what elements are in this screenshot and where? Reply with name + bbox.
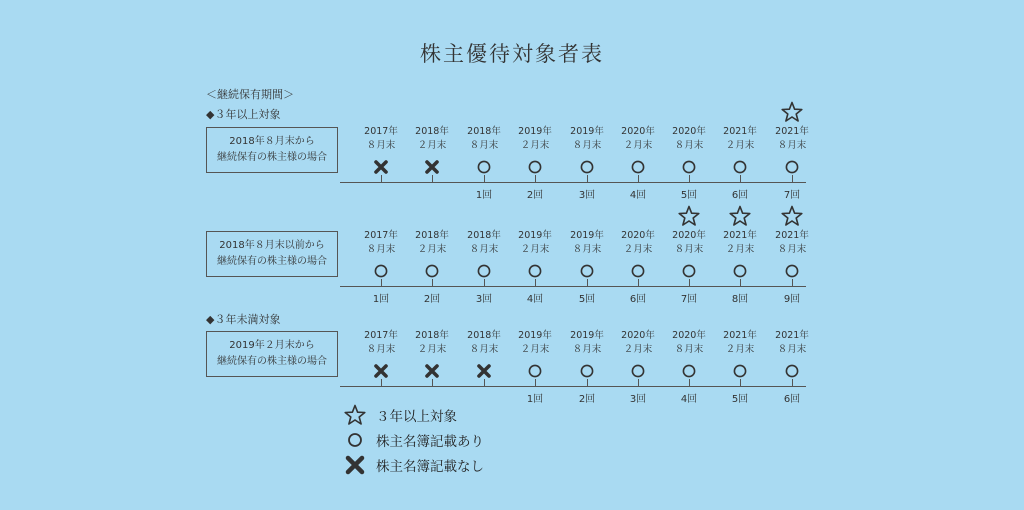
date-month: ８月末 [469, 344, 499, 355]
row-2-condition-box [206, 231, 338, 277]
date-label [356, 125, 406, 153]
count-label: 5回 [680, 190, 698, 201]
period-header: ＜継続保有期間＞ [206, 88, 294, 101]
date-month: ８月末 [572, 244, 602, 255]
date-month: ２月末 [725, 344, 755, 355]
date-label [715, 125, 765, 153]
date-label [664, 329, 714, 357]
date-month: ８月末 [777, 244, 807, 255]
axis-tick [792, 279, 793, 286]
timeline-column [613, 125, 663, 206]
date-month: ８月末 [777, 140, 807, 151]
axis-tick [740, 175, 741, 182]
axis-tick [740, 279, 741, 286]
timeline-column [715, 329, 765, 410]
row-3-condition-line-1: 2019年２月末から [229, 340, 315, 351]
date-label [715, 329, 765, 357]
date-year: 2021年 [775, 230, 809, 241]
date-year: 2021年 [775, 126, 809, 137]
date-month: ２月末 [417, 344, 447, 355]
count-label: 5回 [578, 294, 596, 305]
legend-label-circle: 株主名簿記載あり [376, 434, 484, 450]
star-icon [678, 205, 700, 227]
date-month: ２月末 [725, 140, 755, 151]
circle-icon [784, 159, 800, 175]
date-year: 2020年 [621, 126, 655, 137]
page-title: 株主優待対象者表 [420, 42, 604, 66]
date-label [407, 125, 457, 153]
date-label [510, 229, 560, 257]
circle-icon [784, 263, 800, 279]
circle-icon [630, 363, 646, 379]
date-label [356, 229, 406, 257]
date-label [613, 229, 663, 257]
date-label [664, 229, 714, 257]
timeline-column [562, 329, 612, 410]
star-icon [729, 205, 751, 227]
count-label: 7回 [783, 190, 801, 201]
circle-icon [579, 159, 595, 175]
date-label [407, 229, 457, 257]
circle-icon [681, 263, 697, 279]
count-label: 3回 [629, 394, 647, 405]
date-year: 2018年 [467, 230, 501, 241]
date-label [613, 125, 663, 153]
axis-tick [689, 379, 690, 386]
date-label [510, 329, 560, 357]
count-label: 4回 [526, 294, 544, 305]
date-year: 2020年 [672, 330, 706, 341]
date-year: 2020年 [621, 230, 655, 241]
date-year: 2019年 [518, 330, 552, 341]
date-label [562, 125, 612, 153]
date-label [767, 229, 817, 257]
date-month: ８月末 [674, 140, 704, 151]
count-label: 4回 [680, 394, 698, 405]
date-month: ２月末 [623, 140, 653, 151]
axis-tick [432, 379, 433, 386]
count-label: 3回 [475, 294, 493, 305]
cross-icon [373, 363, 389, 379]
count-label: 2回 [423, 294, 441, 305]
date-year: 2020年 [672, 230, 706, 241]
count-label: 9回 [783, 294, 801, 305]
date-month: ８月末 [572, 140, 602, 151]
axis-tick [484, 175, 485, 182]
date-label [459, 229, 509, 257]
timeline-column [767, 229, 817, 310]
date-year: 2021年 [723, 330, 757, 341]
axis-tick [535, 279, 536, 286]
date-month: ８月末 [366, 140, 396, 151]
timeline-column [407, 125, 457, 206]
date-month: ８月末 [469, 140, 499, 151]
row-1-condition-box [206, 127, 338, 173]
date-year: 2017年 [364, 330, 398, 341]
count-label: 6回 [783, 394, 801, 405]
circle-icon [373, 263, 389, 279]
timeline-column [459, 229, 509, 310]
circle-icon [681, 159, 697, 175]
row-3-condition-box [206, 331, 338, 377]
timeline-column [356, 229, 406, 310]
date-year: 2017年 [364, 126, 398, 137]
date-label [562, 229, 612, 257]
count-label: 2回 [578, 394, 596, 405]
axis-tick [587, 379, 588, 386]
date-month: ８月末 [674, 344, 704, 355]
count-label: 1回 [526, 394, 544, 405]
timeline-column [664, 329, 714, 410]
date-month: ８月末 [366, 344, 396, 355]
legend-label-cross: 株主名簿記載なし [376, 459, 484, 475]
section-label-under-3yr: ◆３年未満対象 [206, 313, 281, 326]
count-label: 7回 [680, 294, 698, 305]
timeline-column [510, 125, 560, 206]
axis-tick [381, 379, 382, 386]
count-label: 8回 [731, 294, 749, 305]
timeline-column [356, 125, 406, 206]
count-label: 5回 [731, 394, 749, 405]
date-month: ２月末 [520, 244, 550, 255]
axis-tick [689, 279, 690, 286]
date-month: ８月末 [469, 244, 499, 255]
axis-tick [535, 379, 536, 386]
circle-icon [784, 363, 800, 379]
timeline-column [510, 329, 560, 410]
circle-icon [732, 263, 748, 279]
star-icon [781, 101, 803, 123]
date-label [459, 329, 509, 357]
row-2-condition-line-2: 継続保有の株主様の場合 [217, 256, 327, 267]
date-label [459, 125, 509, 153]
date-month: ２月末 [520, 344, 550, 355]
date-month: ２月末 [417, 140, 447, 151]
circle-icon [476, 159, 492, 175]
row-1-condition-line-1: 2018年８月末から [229, 136, 315, 147]
circle-icon [424, 263, 440, 279]
timeline-column [407, 229, 457, 310]
cross-icon [424, 159, 440, 175]
date-month: ８月末 [674, 244, 704, 255]
circle-icon [527, 263, 543, 279]
axis-tick [535, 175, 536, 182]
circle-icon [630, 159, 646, 175]
circle-icon [732, 159, 748, 175]
circle-icon [630, 263, 646, 279]
date-label [562, 329, 612, 357]
legend-item-circle [344, 429, 484, 451]
timeline-column [664, 125, 714, 206]
timeline-column [459, 125, 509, 206]
date-month: ８月末 [366, 244, 396, 255]
date-label [613, 329, 663, 357]
date-month: ８月末 [572, 344, 602, 355]
date-year: 2021年 [775, 330, 809, 341]
timeline-column [562, 229, 612, 310]
axis-tick [638, 379, 639, 386]
count-label: 4回 [629, 190, 647, 201]
timeline-column [715, 229, 765, 310]
circle-icon [579, 263, 595, 279]
row-3-condition-line-2: 継続保有の株主様の場合 [217, 356, 327, 367]
legend-item-star [344, 404, 457, 426]
circle-icon [681, 363, 697, 379]
date-year: 2018年 [415, 126, 449, 137]
date-year: 2018年 [467, 330, 501, 341]
timeline-column [356, 329, 406, 410]
date-year: 2017年 [364, 230, 398, 241]
date-label [715, 229, 765, 257]
circle-icon [732, 363, 748, 379]
cross-icon [373, 159, 389, 175]
circle-icon [527, 363, 543, 379]
timeline-column [613, 329, 663, 410]
count-label: 6回 [629, 294, 647, 305]
timeline-column [613, 229, 663, 310]
star-icon [781, 205, 803, 227]
date-year: 2018年 [415, 230, 449, 241]
axis-tick [740, 379, 741, 386]
axis-tick [432, 279, 433, 286]
date-year: 2018年 [467, 126, 501, 137]
axis-tick [484, 279, 485, 286]
count-label: 3回 [578, 190, 596, 201]
circle-icon [527, 159, 543, 175]
count-label: 1回 [475, 190, 493, 201]
legend-label-star: ３年以上対象 [376, 409, 457, 425]
count-label: 6回 [731, 190, 749, 201]
date-year: 2019年 [570, 126, 604, 137]
count-label: 1回 [372, 294, 390, 305]
date-month: ２月末 [417, 244, 447, 255]
timeline-column [767, 329, 817, 410]
date-year: 2020年 [672, 126, 706, 137]
timeline-column [767, 125, 817, 206]
timeline-column [510, 229, 560, 310]
timeline-column [562, 125, 612, 206]
date-month: ２月末 [725, 244, 755, 255]
cross-icon [476, 363, 492, 379]
count-label: 2回 [526, 190, 544, 201]
circle-icon [344, 429, 366, 451]
row-1-condition-line-2: 継続保有の株主様の場合 [217, 152, 327, 163]
cross-icon [344, 454, 366, 476]
date-month: ２月末 [623, 344, 653, 355]
date-year: 2021年 [723, 230, 757, 241]
axis-tick [484, 379, 485, 386]
axis-tick [587, 279, 588, 286]
section-label-3yr-plus: ◆３年以上対象 [206, 108, 281, 121]
date-label [356, 329, 406, 357]
timeline-column [715, 125, 765, 206]
date-year: 2019年 [518, 230, 552, 241]
axis-tick [587, 175, 588, 182]
timeline-column [407, 329, 457, 410]
date-month: ２月末 [623, 244, 653, 255]
date-label [767, 329, 817, 357]
timeline-column [664, 229, 714, 310]
axis-tick [381, 175, 382, 182]
date-year: 2021年 [723, 126, 757, 137]
date-label [407, 329, 457, 357]
date-year: 2020年 [621, 330, 655, 341]
cross-icon [424, 363, 440, 379]
date-year: 2018年 [415, 330, 449, 341]
star-icon [344, 404, 366, 426]
axis-tick [638, 279, 639, 286]
axis-tick [689, 175, 690, 182]
legend-item-cross [344, 454, 484, 476]
date-year: 2019年 [570, 330, 604, 341]
axis-tick [432, 175, 433, 182]
axis-tick [381, 279, 382, 286]
date-label [664, 125, 714, 153]
timeline-column [459, 329, 509, 410]
date-month: ８月末 [777, 344, 807, 355]
axis-tick [792, 379, 793, 386]
axis-tick [792, 175, 793, 182]
circle-icon [579, 363, 595, 379]
circle-icon [476, 263, 492, 279]
date-year: 2019年 [570, 230, 604, 241]
date-label [767, 125, 817, 153]
date-month: ２月末 [520, 140, 550, 151]
date-year: 2019年 [518, 126, 552, 137]
axis-tick [638, 175, 639, 182]
date-label [510, 125, 560, 153]
row-2-condition-line-1: 2018年８月末以前から [219, 240, 325, 251]
